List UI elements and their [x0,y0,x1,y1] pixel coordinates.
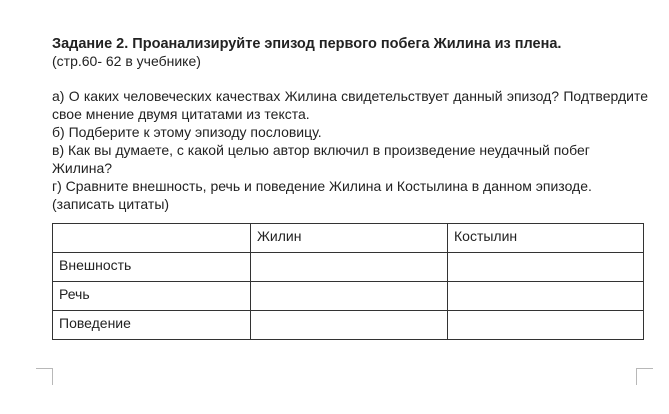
table-header-zhilin: Жилин [251,224,448,253]
row-label-speech: Речь [53,282,251,311]
table-header-kostylin: Костылин [448,224,644,253]
cell-kostylin-behavior[interactable] [448,311,644,340]
table-row [53,282,644,311]
table-header-row [53,224,644,253]
row-label-behavior: Поведение [53,311,251,340]
task-title: Задание 2. Проанализируйте эпизод первого побега Жилина из плена. [52,36,562,52]
table-row [53,311,644,340]
question-c: в) Как вы думаете, с какой целью автор включил в произведение неудачный побег Жилина? [52,142,590,176]
row-label-appearance: Внешность [53,253,251,282]
question-b: б) Подберите к этому эпизоду пословицу. [52,124,322,140]
cell-kostylin-speech[interactable] [448,282,644,311]
page-margin-mark-right [636,368,653,385]
cell-zhilin-appearance[interactable] [251,253,448,282]
question-a: а) О каких человеческих качествах Жилина свидетельствует данный эпизод? Подтвердите свое мнение двумя цитатами из текста. [52,88,648,122]
page-margin-mark-left [36,368,53,385]
cell-zhilin-behavior[interactable] [251,311,448,340]
question-list [52,87,648,213]
question-d: г) Сравните внешность, речь и поведение Жилина и Костылина в данном эпизоде. (записать цитаты) [52,178,592,212]
cell-kostylin-appearance[interactable] [448,253,644,282]
table-header-empty [53,224,251,253]
table-row [53,253,644,282]
task-subtitle: (стр.60- 62 в учебнике) [52,53,201,69]
comparison-table [52,223,644,340]
cell-zhilin-speech[interactable] [251,282,448,311]
